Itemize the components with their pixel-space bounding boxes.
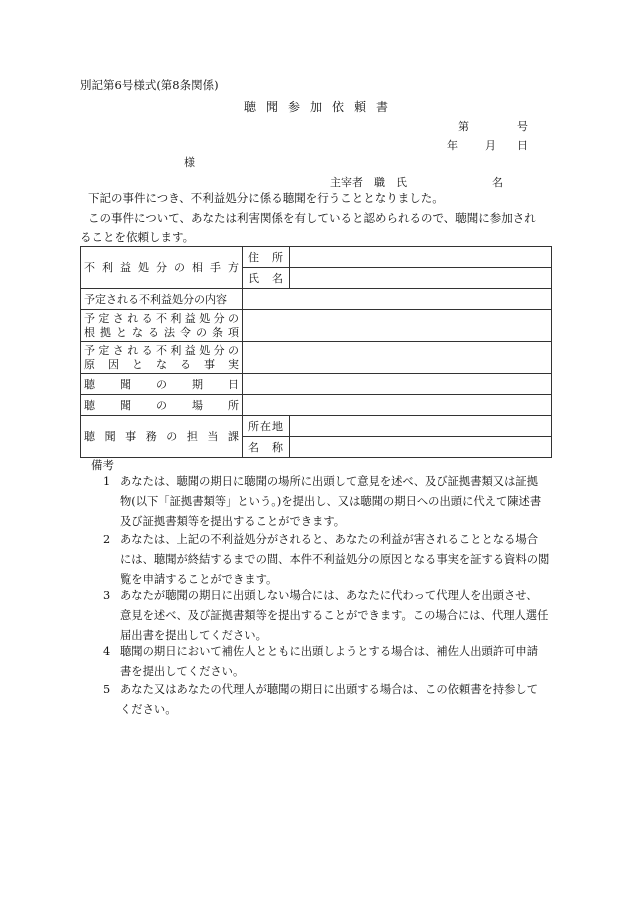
hearing-details-table: [80, 246, 552, 458]
addressee-honorific: 様: [184, 156, 195, 169]
party-label: 不利益処分の相手方: [81, 247, 243, 289]
date-month: 月: [485, 139, 496, 152]
date-day: 日: [517, 139, 528, 152]
hearing-date-label: 聴聞の期日: [81, 374, 243, 395]
note-line: 及び証拠書類等を提出することができます。: [120, 515, 346, 528]
office-label: 聴聞事務の担当課: [81, 416, 243, 458]
office-name-value[interactable]: [290, 437, 552, 458]
hearing-place-label: 聴聞の場所: [81, 395, 243, 416]
number-prefix: 第: [458, 120, 469, 133]
body-paragraph-2-line-2: ることを依頼します。: [80, 230, 195, 244]
document-title: 聴聞参加依頼書: [244, 100, 399, 114]
note-item-5: [103, 680, 552, 720]
table-row: [81, 247, 552, 268]
party-name-value[interactable]: [290, 268, 552, 289]
body-paragraph-2-line-1: この事件について、あなたは利害関係を有していると認められるので、聴聞に参加され: [88, 211, 536, 225]
office-location-label: 所在地: [243, 416, 290, 437]
note-number: 5: [103, 683, 111, 696]
note-number: 1: [103, 475, 111, 488]
form-number-label: 別記第6号様式(第8条関係): [80, 78, 219, 92]
note-item-3: [103, 586, 552, 646]
note-item-4: [103, 642, 552, 682]
body-paragraph-1: 下記の事件につき、不利益処分に係る聴聞を行うこととなりました。: [88, 191, 444, 205]
table-row: [81, 374, 552, 395]
party-address-value[interactable]: [290, 247, 552, 268]
notes-heading: 備考: [91, 458, 114, 472]
note-line: 意見を述べ、及び証拠書類等を提出することができます。この場合には、代理人選任: [120, 609, 549, 622]
note-number: 2: [103, 533, 111, 546]
number-suffix: 号: [517, 120, 528, 133]
basis-label-line-2: 根拠となる法令の条項: [84, 325, 239, 339]
basis-label: [81, 310, 243, 342]
table-row: [81, 310, 552, 342]
note-line: 聴聞の期日において補佐人とともに出頭しようとする場合は、補佐人出頭許可申請: [120, 645, 538, 658]
note-number: 4: [103, 645, 111, 658]
basis-label-line-1: 予定される不利益処分の: [84, 311, 239, 325]
party-name-label: 氏 名: [243, 268, 290, 289]
content-value[interactable]: [243, 289, 552, 310]
note-line: 届出書を提出してください。: [120, 629, 267, 642]
note-line: ください。: [120, 703, 177, 716]
note-item-2: [103, 530, 552, 590]
note-line: 覧を申請することができます。: [120, 573, 278, 586]
host-title-label: 主宰者 職 氏: [330, 176, 407, 189]
table-row: [81, 289, 552, 310]
date-year: 年: [447, 139, 458, 152]
cause-label: [81, 342, 243, 374]
office-name-label: 名 称: [243, 437, 290, 458]
table-row: [81, 416, 552, 437]
note-line: あなたは、聴聞の期日に聴聞の場所に出頭して意見を述べ、及び証拠書類又は証拠: [120, 475, 538, 488]
note-item-1: [103, 472, 552, 532]
table-row: [81, 395, 552, 416]
cause-label-line-1: 予定される不利益処分の: [84, 343, 239, 357]
note-line: あなたが聴聞の期日に出頭しない場合には、あなたに代わって代理人を出頭させ、: [120, 589, 538, 602]
note-line: 書を提出してください。: [120, 665, 245, 678]
table-row: [81, 342, 552, 374]
hearing-date-value[interactable]: [243, 374, 552, 395]
office-location-value[interactable]: [290, 416, 552, 437]
cause-value[interactable]: [243, 342, 552, 374]
basis-value[interactable]: [243, 310, 552, 342]
note-number: 3: [103, 589, 111, 602]
note-line: には、聴聞が終結するまでの間、本件不利益処分の原因となる事実を証する資料の閲: [120, 553, 550, 566]
note-line: あなたは、上記の不利益処分がされると、あなたの利益が害されることとなる場合: [120, 533, 538, 546]
hearing-place-value[interactable]: [243, 395, 552, 416]
cause-label-line-2: 原因となる事実: [84, 357, 239, 371]
note-line: 物(以下「証拠書類等」という。)を提出し、又は聴聞の期日への出頭に代えて陳述書: [120, 495, 542, 508]
note-line: あなた又はあなたの代理人が聴聞の期日に出頭する場合は、この依頼書を持参して: [120, 683, 538, 696]
host-name-suffix: 名: [492, 176, 503, 189]
party-address-label: 住 所: [243, 247, 290, 268]
content-label: 予定される不利益処分の内容: [81, 289, 243, 310]
